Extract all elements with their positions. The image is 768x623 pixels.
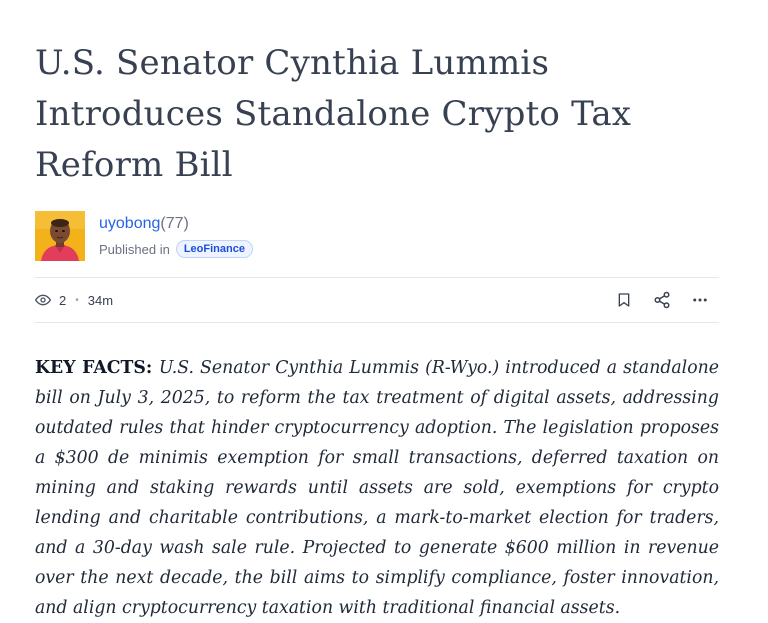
- author-line: [99, 214, 253, 234]
- community-badge[interactable]: LeoFinance: [176, 240, 253, 258]
- published-line: [99, 240, 253, 258]
- author-name-link[interactable]: uyobong: [99, 215, 161, 232]
- article-body: [35, 353, 719, 623]
- eye-icon: [35, 292, 51, 308]
- separator-dot: •: [75, 294, 79, 306]
- avatar-image: [35, 211, 85, 261]
- article: [35, 0, 719, 623]
- bookmark-icon[interactable]: [615, 291, 633, 309]
- author-reputation: (77): [160, 215, 189, 232]
- body-text: U.S. Senator Cynthia Lummis (R-Wyo.) introduced a standalone bill on July 3, 2025, to reform the tax treatment of digital assets, addressing outdated rules that hinder cryptocurrency adoption. The legislation proposes a $300 de minimis exemption for small transactions, deferred taxation on mining and staking rewards until assets are sold, exemptions for crypto lending and charitable contributions, a mark-to-market election for traders, and a 30-day wash sale rule. Projected to generate $600 million in revenue over the next decade, the bill aims to simplify compliance, foster innovation, and align cryptocurrency taxation with traditional financial assets.: [35, 358, 719, 618]
- post-actions: [615, 278, 709, 322]
- published-in-label: Published in: [99, 241, 170, 257]
- avatar[interactable]: [35, 211, 85, 261]
- share-icon[interactable]: [653, 291, 671, 309]
- meta-bar: [35, 278, 719, 322]
- divider: [35, 322, 719, 323]
- post-age: 34m: [87, 292, 114, 308]
- author-info: [99, 214, 253, 258]
- body-lead-separator: :: [145, 358, 159, 378]
- view-count: 2: [59, 292, 67, 308]
- body-lead: KEY FACTS: [35, 358, 146, 378]
- article-title: U.S. Senator Cynthia Lummis Introduces Standalone Crypto Tax Reform Bill: [35, 43, 632, 185]
- more-horizontal-icon[interactable]: [691, 291, 709, 309]
- author-block: [35, 211, 719, 265]
- post-stats: [35, 292, 113, 308]
